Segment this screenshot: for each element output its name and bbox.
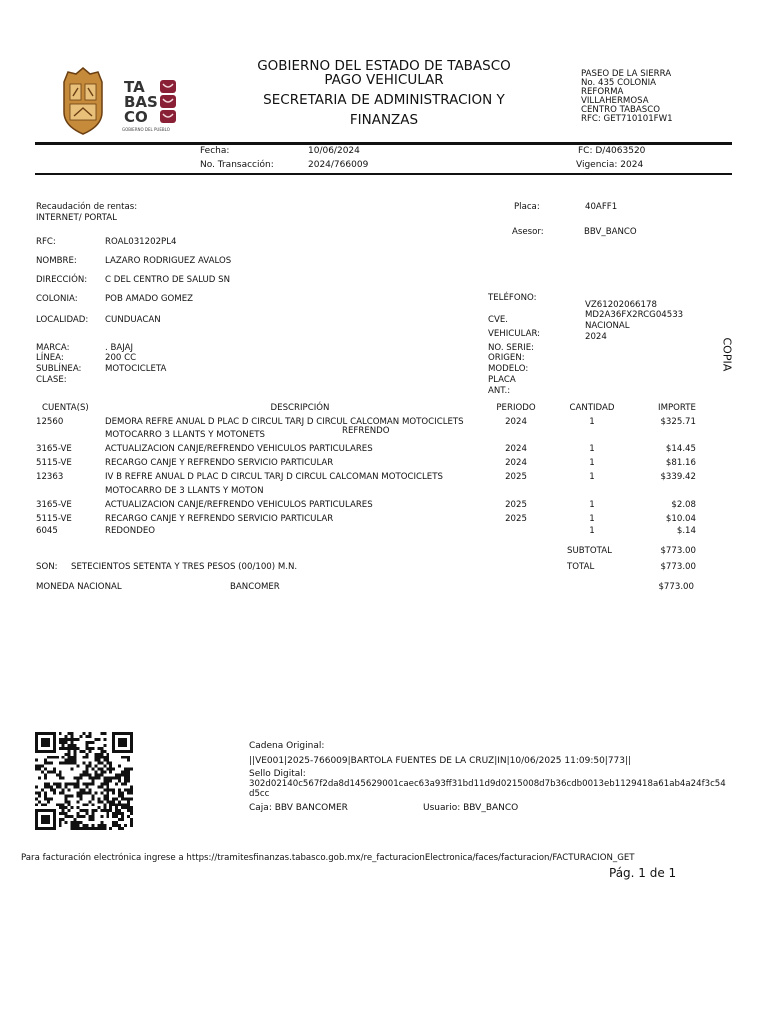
row-cuenta: 12560 — [36, 417, 64, 427]
logo-text-co: CO — [124, 108, 148, 126]
vigencia-value: Vigencia: 2024 — [576, 160, 644, 170]
subtotal-value: $773.00 — [660, 546, 696, 556]
banco-value: BANCOMER — [230, 582, 280, 592]
page-number: Pág. 1 de 1 — [609, 866, 677, 880]
row-descripcion-2: MOTOCARRO 3 LLANTS Y MOTONETS — [105, 430, 265, 440]
row-periodo: 2025 — [505, 514, 527, 524]
row-descripcion: ACTUALIZACION CANJE/REFRENDO VEHICULOS PARTICULARES — [105, 500, 373, 510]
col-cuenta-header: CUENTA(S) — [42, 403, 89, 413]
modelo-label: MODELO: — [488, 364, 529, 374]
col-importe-header: IMPORTE — [658, 403, 696, 413]
header-line-3: SECRETARIA DE ADMINISTRACION Y — [263, 92, 505, 108]
row-descripcion: IV B REFRE ANUAL D PLAC D CIRCUL TARJ D CIRCUL CALCOMAN MOTOCICLETS — [105, 472, 443, 482]
address-line: No. 435 COLONIA — [581, 78, 656, 88]
direccion-value: C DEL CENTRO DE SALUD SN — [105, 275, 231, 285]
cve-label: CVE. — [488, 315, 509, 325]
row-cuenta: 3165-VE — [36, 500, 72, 510]
row-cantidad: 1 — [589, 458, 595, 468]
son-label: SON: — [36, 562, 58, 572]
row-periodo: 2025 — [505, 500, 527, 510]
col-periodo-header: PERIODO — [496, 403, 536, 413]
pago-value: $773.00 — [658, 582, 694, 592]
row-importe: $10.04 — [665, 514, 696, 524]
tabasco-logo — [122, 80, 184, 136]
fc-value: FC: D/4063520 — [578, 146, 646, 156]
row-cantidad: 1 — [589, 500, 595, 510]
row-descripcion: RECARGO CANJE Y REFRENDO SERVICIO PARTICULAR — [105, 458, 334, 468]
nombre-label: NOMBRE: — [36, 256, 77, 266]
facturacion-link[interactable]: Para facturación electrónica ingrese a https://tramitesfinanzas.tabasco.gob.mx/re_facturacionElectronica/faces/facturacion/FACTURACION_GET — [21, 853, 635, 863]
row-periodo: 2025 — [505, 472, 527, 482]
row-descripcion: REDONDEO — [105, 526, 156, 536]
row-cantidad: 1 — [589, 444, 595, 454]
placa-label: Placa: — [514, 202, 540, 212]
header-divider — [35, 142, 732, 145]
cadena-label: Cadena Original: — [249, 741, 325, 751]
recaudacion-value: INTERNET/ PORTAL — [36, 213, 117, 223]
row-cantidad: 1 — [589, 417, 595, 427]
row-periodo: 2024 — [505, 458, 527, 468]
sublinea-value: MOTOCICLETA — [105, 364, 167, 374]
asesor-value: BBV_BANCO — [584, 227, 637, 237]
meta-divider — [35, 173, 732, 175]
row-cuenta: 6045 — [36, 526, 58, 536]
usuario-value: Usuario: BBV_BANCO — [423, 803, 519, 813]
vehicular-label: VEHICULAR: — [488, 329, 541, 339]
row-cuenta: 12363 — [36, 472, 64, 482]
qr-code — [35, 731, 133, 831]
sello-value: 302d02140c567f2da8d145629001caec63a93ff31bd11d9d0215008d7b36cdb0013eb1129418a61ab4a24f3c54 — [249, 779, 726, 789]
placa-ant-label: PLACA — [488, 375, 516, 385]
sello-label: Sello Digital: — [249, 769, 306, 779]
modelo-value: 2024 — [585, 332, 607, 342]
row-cantidad: 1 — [589, 514, 595, 524]
rfc-value: ROAL031202PL4 — [105, 237, 177, 247]
address-line: PASEO DE LA SIERRA — [581, 69, 672, 79]
row-cantidad: 1 — [589, 472, 595, 482]
caja-value: Caja: BBV BANCOMER — [249, 803, 348, 813]
rfc-label: RFC: — [36, 237, 56, 247]
row-importe: $.14 — [676, 526, 696, 536]
ant-label: ANT.: — [488, 386, 511, 396]
fecha-label: Fecha: — [200, 146, 230, 156]
address-line: CENTRO TABASCO — [581, 105, 661, 115]
row-importe: $339.42 — [660, 472, 696, 482]
linea-value: 200 CC — [105, 353, 137, 363]
sello-value-2: d5cc — [249, 789, 270, 799]
asesor-label: Asesor: — [512, 227, 544, 237]
address-line: REFORMA — [581, 87, 624, 97]
address-line: VILLAHERMOSA — [581, 96, 649, 106]
row-importe: $14.45 — [665, 444, 696, 454]
colonia-label: COLONIA: — [36, 294, 78, 304]
total-value: $773.00 — [660, 562, 696, 572]
row-importe: $2.08 — [671, 500, 696, 510]
row-importe: $81.16 — [665, 458, 696, 468]
address-line: RFC: GET710101FW1 — [581, 114, 673, 124]
localidad-label: LOCALIDAD: — [36, 315, 89, 325]
marca-value: . BAJAJ — [105, 343, 134, 353]
transaccion-label: No. Transacción: — [200, 160, 274, 170]
row-cantidad: 1 — [589, 526, 595, 536]
row-descripcion-2: MOTOCARRO DE 3 LLANTS Y MOTON — [105, 486, 264, 496]
logo-tagline: GOBIERNO DEL PUEBLO — [122, 127, 170, 132]
sublinea-label: SUBLÍNEA: — [36, 364, 82, 374]
origen-label: ORIGEN: — [488, 353, 525, 363]
row-descripcion-3: REFRENDO — [342, 426, 390, 436]
linea-label: LÍNEA: — [36, 353, 64, 363]
col-descripcion-header: DESCRIPCIÓN — [270, 403, 330, 413]
telefono-label: TELÉFONO: — [488, 293, 537, 303]
row-descripcion: ACTUALIZACION CANJE/REFRENDO VEHICULOS PARTICULARES — [105, 444, 373, 454]
row-cuenta: 5115-VE — [36, 514, 72, 524]
logo-pattern-icon — [160, 80, 176, 124]
clase-label: CLASE: — [36, 375, 67, 385]
localidad-value: CUNDUACAN — [105, 315, 161, 325]
total-label: TOTAL — [567, 562, 595, 572]
logo-text-bas: BAS — [124, 93, 158, 111]
marca-label: MARCA: — [36, 343, 70, 353]
origen-value: NACIONAL — [585, 321, 630, 331]
header-line-4: FINANZAS — [349, 112, 419, 128]
state-seal-icon — [60, 66, 106, 136]
row-periodo: 2024 — [505, 417, 527, 427]
row-cuenta: 5115-VE — [36, 458, 72, 468]
direccion-label: DIRECCIÓN: — [36, 275, 88, 285]
recaudacion-label: Recaudación de rentas: — [36, 202, 138, 212]
son-value: SETECIENTOS SETENTA Y TRES PESOS (00/100) M.N. — [71, 562, 298, 572]
logo-text-ta: TA — [124, 78, 145, 96]
fecha-value: 10/06/2024 — [308, 146, 360, 156]
colonia-value: POB AMADO GOMEZ — [105, 294, 194, 304]
placa-value: 40AFF1 — [585, 202, 618, 212]
nombre-value: LAZARO RODRIGUEZ AVALOS — [105, 256, 232, 266]
header-line-1: GOBIERNO DEL ESTADO DE TABASCO — [257, 58, 511, 74]
cve-value: VZ61202066178 — [585, 300, 657, 310]
row-cuenta: 3165-VE — [36, 444, 72, 454]
row-importe: $325.71 — [660, 417, 696, 427]
cadena-value: ||VE001|2025-766009|BARTOLA FUENTES DE LA CRUZ|IN|10/06/2025 11:09:50|773|| — [249, 756, 632, 766]
serie-label: NO. SERIE: — [488, 343, 535, 353]
transaccion-value: 2024/766009 — [308, 160, 369, 170]
subtotal-label: SUBTOTAL — [567, 546, 612, 556]
row-descripcion: RECARGO CANJE Y REFRENDO SERVICIO PARTICULAR — [105, 514, 334, 524]
copia-watermark: COPIA — [720, 337, 734, 372]
col-cantidad-header: CANTIDAD — [569, 403, 615, 413]
moneda-value: MONEDA NACIONAL — [36, 582, 122, 592]
row-periodo: 2024 — [505, 444, 527, 454]
header-line-2: PAGO VEHICULAR — [324, 72, 444, 88]
row-descripcion: DEMORA REFRE ANUAL D PLAC D CIRCUL TARJ D CIRCUL CALCOMAN MOTOCICLETS — [105, 417, 464, 427]
serie-value: MD2A36FX2RCG04533 — [585, 310, 684, 320]
